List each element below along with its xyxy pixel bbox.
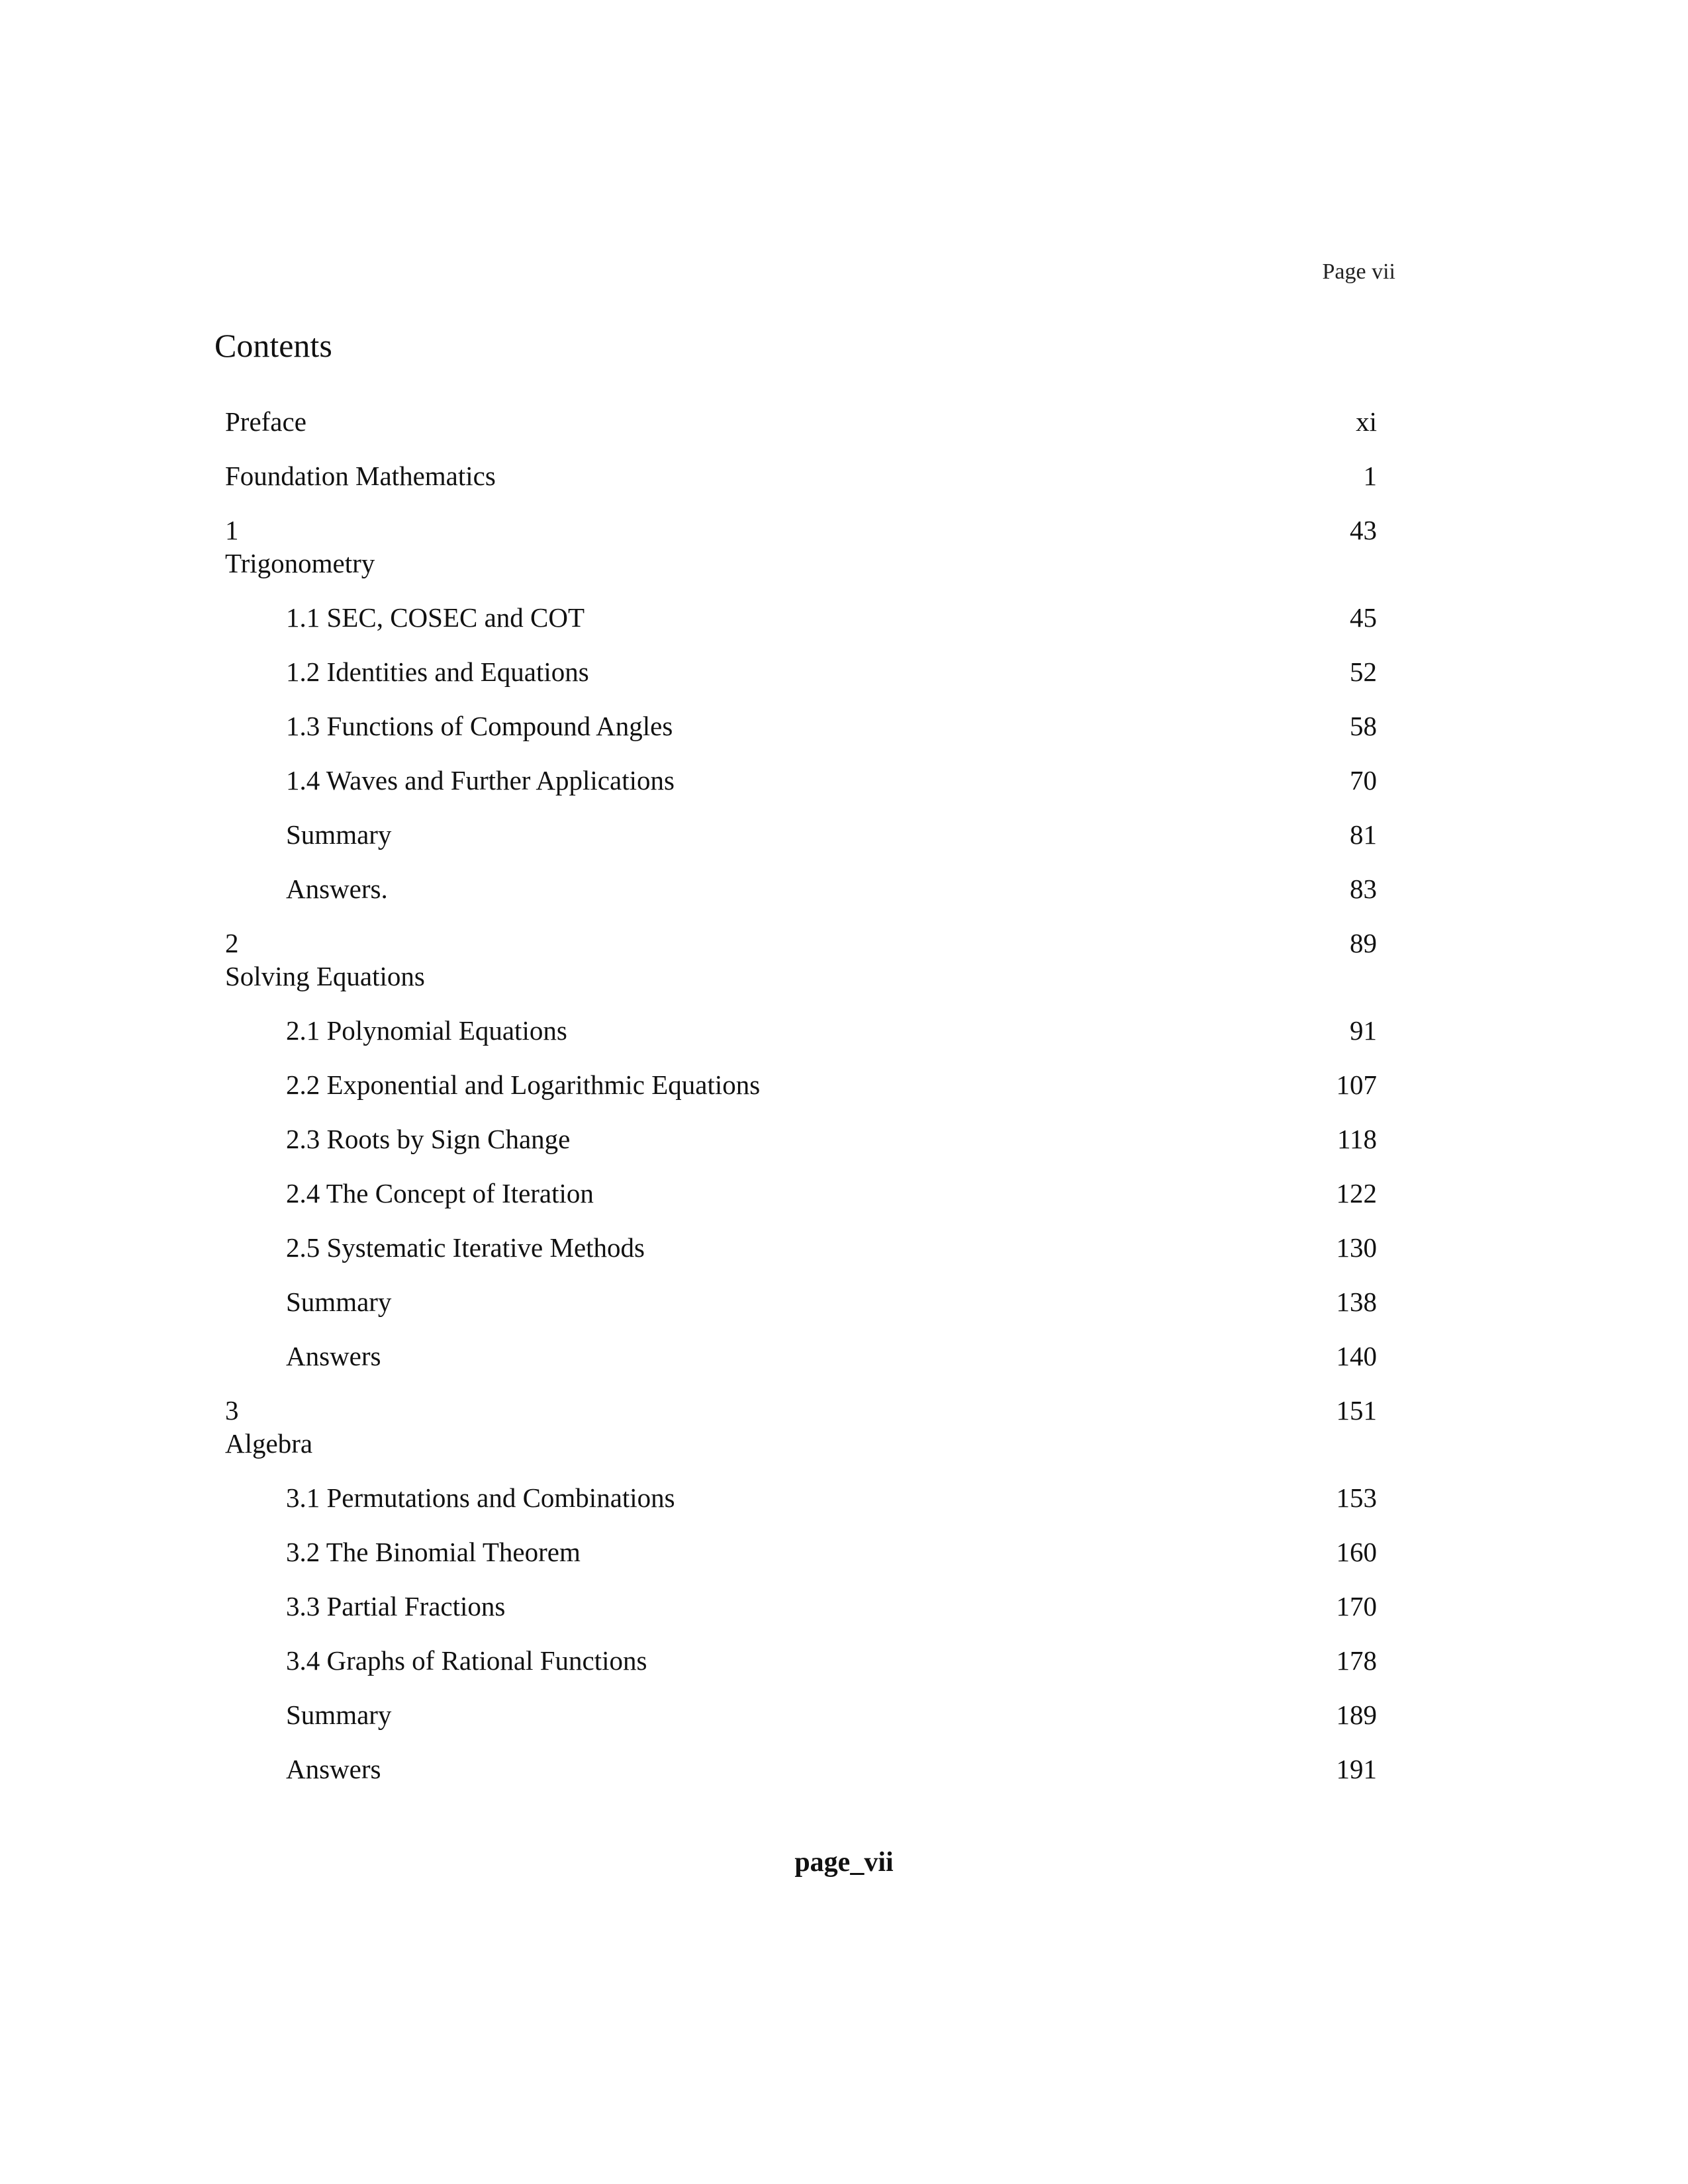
toc-entry (225, 1014, 1377, 1068)
toc-entry (225, 1231, 1377, 1285)
entry-page-number: 130 (1336, 1232, 1377, 1263)
entry-page-number: 58 (1350, 711, 1377, 741)
table-of-contents (225, 405, 1377, 1807)
entry-page-number: 118 (1337, 1124, 1377, 1154)
toc-entry (225, 818, 1377, 872)
entry-page-number: 160 (1336, 1537, 1377, 1567)
chapter-number: 1 (225, 515, 239, 545)
entry-page-number: 89 (1350, 928, 1377, 958)
entry-title: Preface (225, 406, 306, 437)
toc-chapter-entry (225, 514, 1377, 601)
entry-title: 3.4 Graphs of Rational Functions (286, 1645, 647, 1676)
toc-chapter-entry (225, 927, 1377, 1014)
chapter-title: Trigonometry (225, 548, 375, 578)
entry-page-number: 122 (1336, 1178, 1377, 1208)
entry-title: 2.3 Roots by Sign Change (286, 1124, 571, 1154)
entry-title: 1.3 Functions of Compound Angles (286, 711, 673, 741)
entry-title: 2.2 Exponential and Logarithmic Equations (286, 1069, 761, 1100)
chapter-number: 2 (225, 928, 239, 958)
toc-chapter-entry (225, 1394, 1377, 1481)
toc-entry (225, 764, 1377, 818)
toc-entry (225, 1068, 1377, 1122)
chapter-title: Solving Equations (225, 961, 425, 991)
entry-title: Answers. (286, 874, 388, 904)
toc-entry (225, 459, 1377, 514)
page-number-label: Page vii (1322, 259, 1395, 284)
chapter-number: 3 (225, 1395, 239, 1426)
toc-entry (225, 405, 1377, 459)
entry-page-number: 191 (1336, 1754, 1377, 1784)
entry-title: Foundation Mathematics (225, 461, 496, 491)
entry-page-number: 83 (1350, 874, 1377, 904)
toc-entry (225, 872, 1377, 927)
entry-page-number: 107 (1336, 1069, 1377, 1100)
entry-title: 2.1 Polynomial Equations (286, 1015, 567, 1046)
entry-title: 3.2 The Binomial Theorem (286, 1537, 581, 1567)
entry-title: Summary (286, 819, 392, 850)
entry-page-number: 153 (1336, 1482, 1377, 1513)
toc-entry (225, 1285, 1377, 1340)
entry-title: Summary (286, 1700, 392, 1730)
entry-page-number: 52 (1350, 657, 1377, 687)
toc-entry (225, 1752, 1377, 1807)
toc-entry (225, 1340, 1377, 1394)
entry-title: 1.1 SEC, COSEC and COT (286, 602, 585, 633)
entry-page-number: 170 (1336, 1591, 1377, 1621)
entry-title: 2.5 Systematic Iterative Methods (286, 1232, 645, 1263)
toc-entry (225, 1590, 1377, 1644)
entry-page-number: 178 (1336, 1645, 1377, 1676)
entry-page-number: 45 (1350, 602, 1377, 633)
page-footer-id: page_vii (794, 1847, 894, 1878)
entry-title: Answers (286, 1341, 381, 1371)
entry-page-number: 151 (1336, 1395, 1377, 1426)
entry-page-number: 1 (1363, 461, 1377, 491)
entry-page-number: 91 (1350, 1015, 1377, 1046)
entry-page-number: 70 (1350, 765, 1377, 796)
toc-entry (225, 1698, 1377, 1752)
chapter-title: Algebra (225, 1428, 313, 1459)
entry-page-number: 43 (1350, 515, 1377, 545)
entry-title: 2.4 The Concept of Iteration (286, 1178, 594, 1208)
entry-title: Answers (286, 1754, 381, 1784)
toc-entry (225, 709, 1377, 764)
toc-entry (225, 1122, 1377, 1177)
toc-entry (225, 1481, 1377, 1535)
entry-title: 3.3 Partial Fractions (286, 1591, 506, 1621)
toc-entry (225, 655, 1377, 709)
entry-title: 1.2 Identities and Equations (286, 657, 589, 687)
contents-heading: Contents (214, 327, 332, 364)
entry-title: 3.1 Permutations and Combinations (286, 1482, 675, 1513)
toc-entry (225, 1177, 1377, 1231)
entry-page-number: 138 (1336, 1287, 1377, 1317)
entry-title: 1.4 Waves and Further Applications (286, 765, 675, 796)
entry-title: Summary (286, 1287, 392, 1317)
entry-page-number: 81 (1350, 819, 1377, 850)
toc-entry (225, 601, 1377, 655)
toc-entry (225, 1644, 1377, 1698)
entry-page-number: 189 (1336, 1700, 1377, 1730)
entry-page-number: 140 (1336, 1341, 1377, 1371)
entry-page-number: xi (1356, 406, 1377, 437)
toc-entry (225, 1535, 1377, 1590)
